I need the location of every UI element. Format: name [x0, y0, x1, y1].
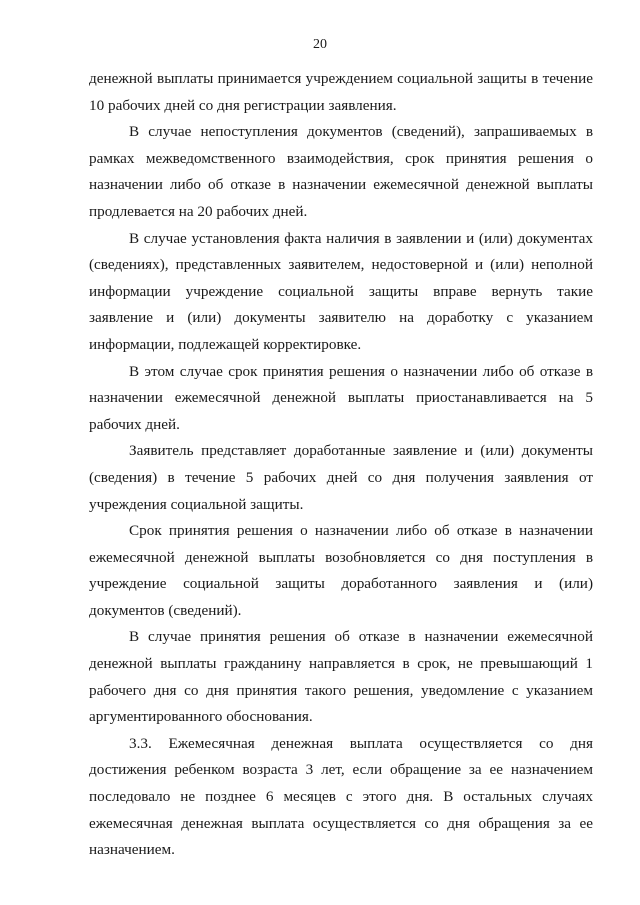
paragraph-section-3-3: 3.3. Ежемесячная денежная выплата осуществляется со дня достижения ребенком возраста 3 лет, если обращение за ее назначением последовало не позднее 6 месяцев с этого дня. В остальных случаях ежемесячная денежная выплата осуществляется со дня обращения за ее назначением. — [89, 734, 593, 859]
paragraph-resubmission: Заявитель представляет доработанные заявление и (или) документы (сведения) в течение 5 рабочих дней со дня получения заявления от учреждения социальной защиты. — [89, 442, 593, 513]
paragraph-document-delay: В случае непоступления документов (сведений), запрашиваемых в рамках межведомственного взаимодействия, срок принятия решения о назначении либо об отказе в назначении ежемесячной денежной выплаты продлевается на 20 рабочих дней. — [89, 123, 593, 220]
paragraph-return-for-revision: В случае установления факта наличия в заявлении и (или) документах (сведениях), представленных заявителем, недостоверной и (или) неполной информации учреждение социальной защиты вправе вернуть такие заявление и (или) документы заявителю на доработку с указанием информации, подлежащей корректировке. — [89, 229, 593, 353]
paragraph-suspension: В этом случае срок принятия решения о назначении либо об отказе в назначении ежемесячной денежной выплаты приостанавливается на 5 рабочих дней. — [89, 362, 593, 433]
paragraph-continuation: денежной выплаты принимается учреждением социальной защиты в течение 10 рабочих дней со дня регистрации заявления. — [89, 70, 593, 114]
page-number: 20 — [313, 37, 327, 52]
paragraph-refusal-notice: В случае принятия решения об отказе в назначении ежемесячной денежной выплаты гражданину направляется в срок, не превышающий 1 рабочего дня со дня принятия такого решения, уведомление с указанием аргументированного обоснования. — [89, 628, 593, 726]
document-body — [89, 66, 593, 864]
paragraph-resumption: Срок принятия решения о назначении либо об отказе в назначении ежемесячной денежной выплаты возобновляется со дня поступления в учреждение социальной защиты доработанного заявления и (или) документов (сведений). — [89, 522, 593, 619]
